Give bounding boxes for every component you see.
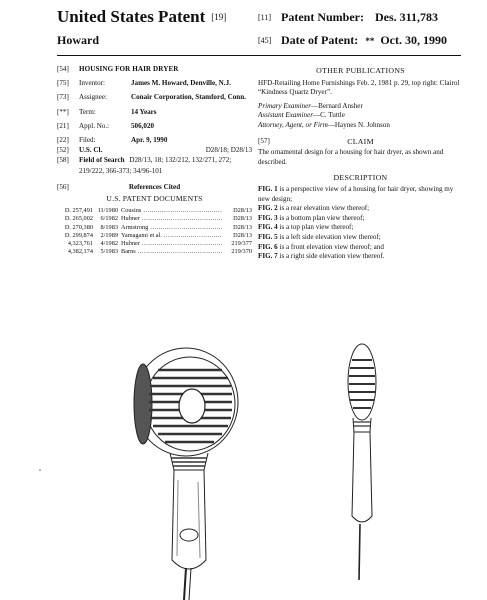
reference-name: Barns ..... xyxy=(121,248,222,256)
attorney-value: —Haynes N. Johnson xyxy=(327,120,390,129)
field-filed xyxy=(57,135,252,145)
field-code: [57] xyxy=(258,136,270,145)
filed-value: Apr. 9, 1990 xyxy=(131,136,168,145)
field-code: [52] xyxy=(57,146,69,155)
reference-date: 2/1989 xyxy=(100,231,118,239)
reference-cls: 219/370 xyxy=(231,248,252,256)
country-name: United States Patent xyxy=(57,7,206,26)
patent-date: Oct. 30, 1990 xyxy=(380,33,447,47)
field-code: [22] xyxy=(57,136,69,145)
claim-text: The ornamental design for a housing for hair dryer, as shown and described. xyxy=(258,148,444,166)
field-us-cl xyxy=(57,145,252,155)
abstract-column xyxy=(258,66,463,262)
reference-cls: D28/13 xyxy=(233,223,252,231)
figure-label: FIG. 5 xyxy=(258,232,278,241)
patent-country-title xyxy=(57,7,226,27)
primary-examiner-label: Primary Examiner xyxy=(258,101,311,110)
field-label: Appl. No.: xyxy=(79,121,110,130)
reference-date: 4/1982 xyxy=(100,240,118,248)
reference-date: 11/1980 xyxy=(97,207,118,215)
patent-date-line xyxy=(258,33,447,48)
field-code: [56] xyxy=(57,182,69,191)
reference-row xyxy=(57,232,252,240)
assistant-examiner-label: Assistant Examiner xyxy=(258,111,313,120)
field-code: [54] xyxy=(57,65,69,73)
patent-number-label: Patent Number: xyxy=(281,10,364,24)
term-value: 14 Years xyxy=(131,107,157,116)
assistant-examiner-value: —C. Tuttle xyxy=(312,111,345,120)
assignee-value: Conair Corporation, Stamford, Conn. xyxy=(131,93,246,102)
assistant-examiner xyxy=(258,111,463,121)
appl-no-value: 506,020 xyxy=(131,121,155,130)
reference-number: D. 270,380 xyxy=(64,223,93,231)
figure-label: FIG. 2 xyxy=(258,204,278,213)
patent-number-tag: [11] xyxy=(258,13,272,22)
references-title: References Cited xyxy=(128,182,181,191)
description-line xyxy=(258,243,463,253)
figure-description: is a front elevation view thereof; and xyxy=(277,242,384,251)
figure-description: is a right side elevation view thereof. xyxy=(277,252,385,261)
reference-cls: D28/13 xyxy=(233,231,252,239)
field-appl-no xyxy=(57,121,252,131)
attorney xyxy=(258,121,463,131)
field-label: Assignee: xyxy=(79,93,107,102)
description-title: DESCRIPTION xyxy=(333,173,388,183)
description-list xyxy=(258,185,463,262)
figure-label: FIG. 4 xyxy=(258,223,278,232)
reference-row xyxy=(57,207,252,215)
reference-cls: D28/13 xyxy=(233,215,252,223)
figure-description: is a perspective view of a housing for hair dryer, showing my new design; xyxy=(258,184,454,203)
field-label: Inventor: xyxy=(79,79,106,88)
country-tag: [19] xyxy=(211,12,227,22)
design-title: HOUSING FOR HAIR DRYER xyxy=(79,65,179,73)
reference-number: 4,382,174 xyxy=(67,248,93,256)
reference-number: D. 299,874 xyxy=(64,231,93,239)
description-line xyxy=(258,252,463,262)
reference-date: 8/1983 xyxy=(100,223,118,231)
description-line xyxy=(258,214,463,224)
inventor-surname: Howard xyxy=(57,33,99,47)
attorney-label: Attorney, Agent, or Firm xyxy=(258,120,328,129)
other-publications-title: OTHER PUBLICATIONS xyxy=(316,66,405,75)
reference-date: 5/1983 xyxy=(100,248,118,256)
references-subtitle: U.S. PATENT DOCUMENTS xyxy=(106,194,203,204)
figure-description: is a left side elevation view thereof; xyxy=(277,232,381,241)
description-line xyxy=(258,204,463,214)
hair-dryer-perspective-figure xyxy=(134,348,238,600)
reference-name: Cousins ..... xyxy=(121,207,222,215)
reference-number: 4,323,761 xyxy=(67,240,93,248)
bibliographic-column xyxy=(57,64,252,256)
field-search xyxy=(57,155,252,175)
header-rule xyxy=(57,55,461,56)
reference-row xyxy=(57,248,252,256)
field-label: Field of Search xyxy=(79,156,125,165)
figure-label: FIG. 6 xyxy=(258,242,278,251)
primary-examiner-value: —Bernard Ansher xyxy=(311,101,363,110)
references-heading xyxy=(57,182,252,192)
reference-row xyxy=(57,215,252,223)
field-inventor xyxy=(57,78,252,88)
figure-label: FIG. 3 xyxy=(258,213,278,222)
patent-date-mark: ** xyxy=(365,36,375,46)
field-label: Term: xyxy=(79,107,96,116)
other-publications-text: HFD-Retailing Home Furnishings Feb. 2, 1981 p. 29, top right: Clairol “Kindness Quartz Dryer”. xyxy=(258,78,460,97)
field-term xyxy=(57,107,252,117)
patent-number-line xyxy=(258,10,438,25)
figure-label: FIG. 7 xyxy=(258,252,278,261)
claim-heading xyxy=(258,137,463,147)
reference-name: Hubner ..... xyxy=(121,215,222,223)
figure-description: is a top plan view thereof; xyxy=(277,223,354,232)
reference-cls: 219/377 xyxy=(231,240,252,248)
reference-row xyxy=(57,240,252,248)
claim-title: CLAIM xyxy=(347,136,374,146)
reference-row xyxy=(57,224,252,232)
description-line xyxy=(258,185,463,204)
patent-drawing xyxy=(0,320,487,600)
field-label: Filed: xyxy=(79,136,96,145)
primary-examiner xyxy=(258,102,463,112)
description-line xyxy=(258,233,463,243)
figure-label: FIG. 1 xyxy=(258,184,278,193)
description-line xyxy=(258,223,463,233)
field-assignee xyxy=(57,92,252,102)
patent-date-tag: [45] xyxy=(258,36,272,45)
field-code: [58] xyxy=(57,156,69,165)
field-code: [**] xyxy=(57,107,69,116)
hair-dryer-side-figure xyxy=(348,344,376,580)
patent-number: Des. 311,783 xyxy=(374,10,438,24)
reference-name: Yamagami et al. ..... xyxy=(121,232,222,240)
inventor-value: James M. Howard, Denville, N.J. xyxy=(131,79,231,88)
speck xyxy=(39,469,41,471)
field-code: [75] xyxy=(57,79,69,88)
figure-description: is a bottom plan view thereof; xyxy=(277,213,365,222)
reference-date: 6/1982 xyxy=(100,215,118,223)
reference-name: Hubner ..... xyxy=(121,240,222,248)
field-label: U.S. Cl. xyxy=(79,146,103,155)
reference-number: D. 257,491 xyxy=(64,207,93,215)
reference-number: D. 265,002 xyxy=(64,215,93,223)
field-code: [21] xyxy=(57,121,69,130)
field-title xyxy=(57,64,252,74)
figure-description: is a rear elevation view thereof; xyxy=(277,204,370,213)
field-code: [73] xyxy=(57,93,69,102)
reference-name: Armstrong ..... xyxy=(121,224,222,232)
us-cl-value: D28/18; D28/13 xyxy=(205,146,252,155)
reference-cls: D28/13 xyxy=(233,207,252,215)
patent-date-label: Date of Patent: xyxy=(281,33,359,47)
search-value: D28/13, 18; 132/212, 132/271, 272; 219/222, 366-373; 34/96-101 xyxy=(79,156,232,175)
references-table xyxy=(57,207,252,256)
